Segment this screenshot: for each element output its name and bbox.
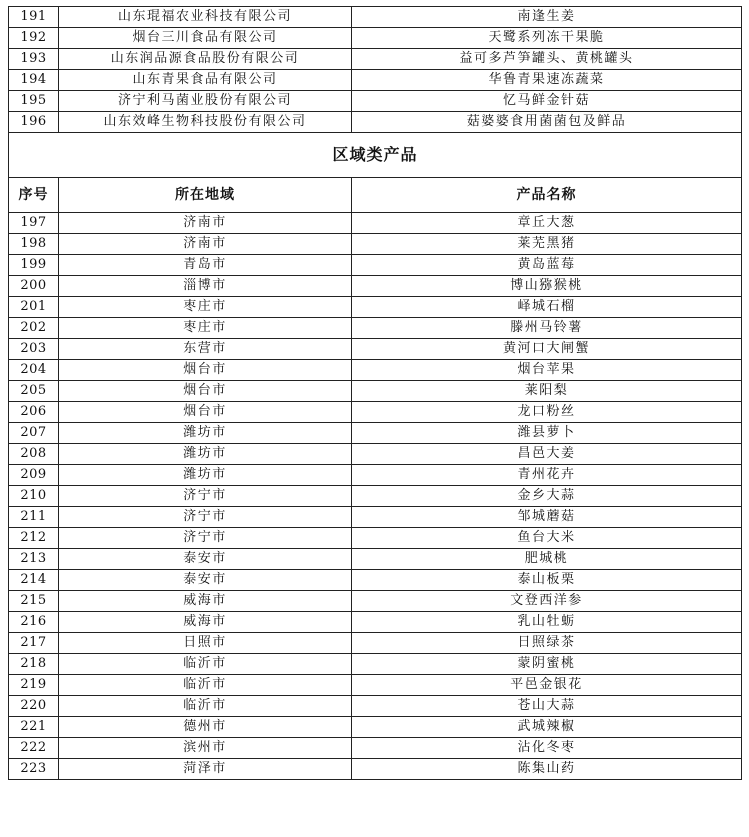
row-number: 202 — [9, 318, 59, 339]
company-name: 山东青果食品有限公司 — [59, 70, 352, 91]
product-name: 章丘大葱 — [352, 213, 742, 234]
row-number: 200 — [9, 276, 59, 297]
table-row — [9, 570, 742, 591]
region-name: 威海市 — [59, 591, 352, 612]
product-name: 莱阳梨 — [352, 381, 742, 402]
header-row — [9, 178, 742, 213]
section-title: 区域类产品 — [9, 133, 742, 178]
region-name: 淄博市 — [59, 276, 352, 297]
table-row — [9, 7, 742, 28]
product-name: 益可多芦笋罐头、黄桃罐头 — [352, 49, 742, 70]
regional-rows — [9, 213, 742, 780]
product-name: 莱芜黑猪 — [352, 234, 742, 255]
table-row — [9, 507, 742, 528]
product-name: 泰山板栗 — [352, 570, 742, 591]
table-row — [9, 112, 742, 133]
row-number: 194 — [9, 70, 59, 91]
product-name: 邹城蘑菇 — [352, 507, 742, 528]
row-number: 215 — [9, 591, 59, 612]
table-row — [9, 759, 742, 780]
table-row — [9, 654, 742, 675]
row-number: 198 — [9, 234, 59, 255]
region-name: 济宁市 — [59, 528, 352, 549]
header-region: 所在地域 — [59, 178, 352, 213]
table-row — [9, 738, 742, 759]
product-name: 菇婆婆食用菌菌包及鲜品 — [352, 112, 742, 133]
table-row — [9, 234, 742, 255]
row-number: 201 — [9, 297, 59, 318]
region-name: 日照市 — [59, 633, 352, 654]
product-name: 苍山大蒜 — [352, 696, 742, 717]
product-name: 肥城桃 — [352, 549, 742, 570]
section-title-row — [9, 133, 742, 178]
product-name: 金乡大蒜 — [352, 486, 742, 507]
row-number: 206 — [9, 402, 59, 423]
table-row — [9, 255, 742, 276]
product-name: 黄河口大闸蟹 — [352, 339, 742, 360]
table-row — [9, 381, 742, 402]
row-number: 212 — [9, 528, 59, 549]
region-name: 烟台市 — [59, 360, 352, 381]
table-row — [9, 297, 742, 318]
row-number: 220 — [9, 696, 59, 717]
table-row — [9, 276, 742, 297]
region-name: 德州市 — [59, 717, 352, 738]
company-name: 济宁利马菌业股份有限公司 — [59, 91, 352, 112]
company-name: 山东效峰生物科技股份有限公司 — [59, 112, 352, 133]
product-name: 峄城石榴 — [352, 297, 742, 318]
region-name: 潍坊市 — [59, 423, 352, 444]
row-number: 193 — [9, 49, 59, 70]
table-row — [9, 633, 742, 654]
region-name: 临沂市 — [59, 654, 352, 675]
row-number: 222 — [9, 738, 59, 759]
header-no: 序号 — [9, 178, 59, 213]
header-product: 产品名称 — [352, 178, 742, 213]
company-name: 山东润品源食品股份有限公司 — [59, 49, 352, 70]
region-name: 济南市 — [59, 213, 352, 234]
region-name: 威海市 — [59, 612, 352, 633]
row-number: 211 — [9, 507, 59, 528]
table-row — [9, 28, 742, 49]
product-name: 青州花卉 — [352, 465, 742, 486]
region-name: 青岛市 — [59, 255, 352, 276]
table-row — [9, 339, 742, 360]
row-number: 221 — [9, 717, 59, 738]
row-number: 204 — [9, 360, 59, 381]
product-name: 南逢生姜 — [352, 7, 742, 28]
region-name: 济宁市 — [59, 486, 352, 507]
product-name: 沾化冬枣 — [352, 738, 742, 759]
table-row — [9, 91, 742, 112]
product-name: 天鹭系列冻干果脆 — [352, 28, 742, 49]
table-row — [9, 402, 742, 423]
region-name: 济宁市 — [59, 507, 352, 528]
row-number: 218 — [9, 654, 59, 675]
row-number: 219 — [9, 675, 59, 696]
row-number: 195 — [9, 91, 59, 112]
table-row — [9, 486, 742, 507]
region-name: 菏泽市 — [59, 759, 352, 780]
product-name: 武城辣椒 — [352, 717, 742, 738]
row-number: 199 — [9, 255, 59, 276]
row-number: 192 — [9, 28, 59, 49]
company-name: 山东琨福农业科技有限公司 — [59, 7, 352, 28]
product-name: 文登西洋参 — [352, 591, 742, 612]
row-number: 216 — [9, 612, 59, 633]
region-name: 临沂市 — [59, 675, 352, 696]
row-number: 217 — [9, 633, 59, 654]
region-name: 枣庄市 — [59, 318, 352, 339]
row-number: 208 — [9, 444, 59, 465]
regional-section — [9, 133, 742, 213]
product-name: 潍县萝卜 — [352, 423, 742, 444]
region-name: 潍坊市 — [59, 444, 352, 465]
product-name: 博山猕猴桃 — [352, 276, 742, 297]
product-name: 华鲁青果速冻蔬菜 — [352, 70, 742, 91]
table-row — [9, 318, 742, 339]
table-row — [9, 612, 742, 633]
product-name: 昌邑大姜 — [352, 444, 742, 465]
product-name: 日照绿茶 — [352, 633, 742, 654]
product-table — [8, 6, 742, 780]
product-name: 忆马鲜金针菇 — [352, 91, 742, 112]
table-row — [9, 423, 742, 444]
table-row — [9, 444, 742, 465]
region-name: 泰安市 — [59, 549, 352, 570]
product-name: 乳山牡蛎 — [352, 612, 742, 633]
product-name: 陈集山药 — [352, 759, 742, 780]
region-name: 烟台市 — [59, 381, 352, 402]
region-name: 泰安市 — [59, 570, 352, 591]
product-name: 滕州马铃薯 — [352, 318, 742, 339]
row-number: 223 — [9, 759, 59, 780]
region-name: 济南市 — [59, 234, 352, 255]
enterprise-rows — [9, 7, 742, 133]
row-number: 214 — [9, 570, 59, 591]
row-number: 197 — [9, 213, 59, 234]
table-row — [9, 591, 742, 612]
table-row — [9, 465, 742, 486]
table-row — [9, 213, 742, 234]
table-row — [9, 696, 742, 717]
region-name: 潍坊市 — [59, 465, 352, 486]
table-row — [9, 49, 742, 70]
table-row — [9, 717, 742, 738]
table-row — [9, 70, 742, 91]
region-name: 枣庄市 — [59, 297, 352, 318]
table-row — [9, 360, 742, 381]
table-row — [9, 528, 742, 549]
row-number: 191 — [9, 7, 59, 28]
product-name: 蒙阴蜜桃 — [352, 654, 742, 675]
row-number: 196 — [9, 112, 59, 133]
product-name: 平邑金银花 — [352, 675, 742, 696]
product-name: 鱼台大米 — [352, 528, 742, 549]
company-name: 烟台三川食品有限公司 — [59, 28, 352, 49]
row-number: 207 — [9, 423, 59, 444]
table-row — [9, 675, 742, 696]
region-name: 临沂市 — [59, 696, 352, 717]
region-name: 东营市 — [59, 339, 352, 360]
product-name: 黄岛蓝莓 — [352, 255, 742, 276]
product-name: 龙口粉丝 — [352, 402, 742, 423]
table-row — [9, 549, 742, 570]
region-name: 烟台市 — [59, 402, 352, 423]
row-number: 210 — [9, 486, 59, 507]
row-number: 209 — [9, 465, 59, 486]
row-number: 213 — [9, 549, 59, 570]
row-number: 203 — [9, 339, 59, 360]
row-number: 205 — [9, 381, 59, 402]
region-name: 滨州市 — [59, 738, 352, 759]
product-name: 烟台苹果 — [352, 360, 742, 381]
